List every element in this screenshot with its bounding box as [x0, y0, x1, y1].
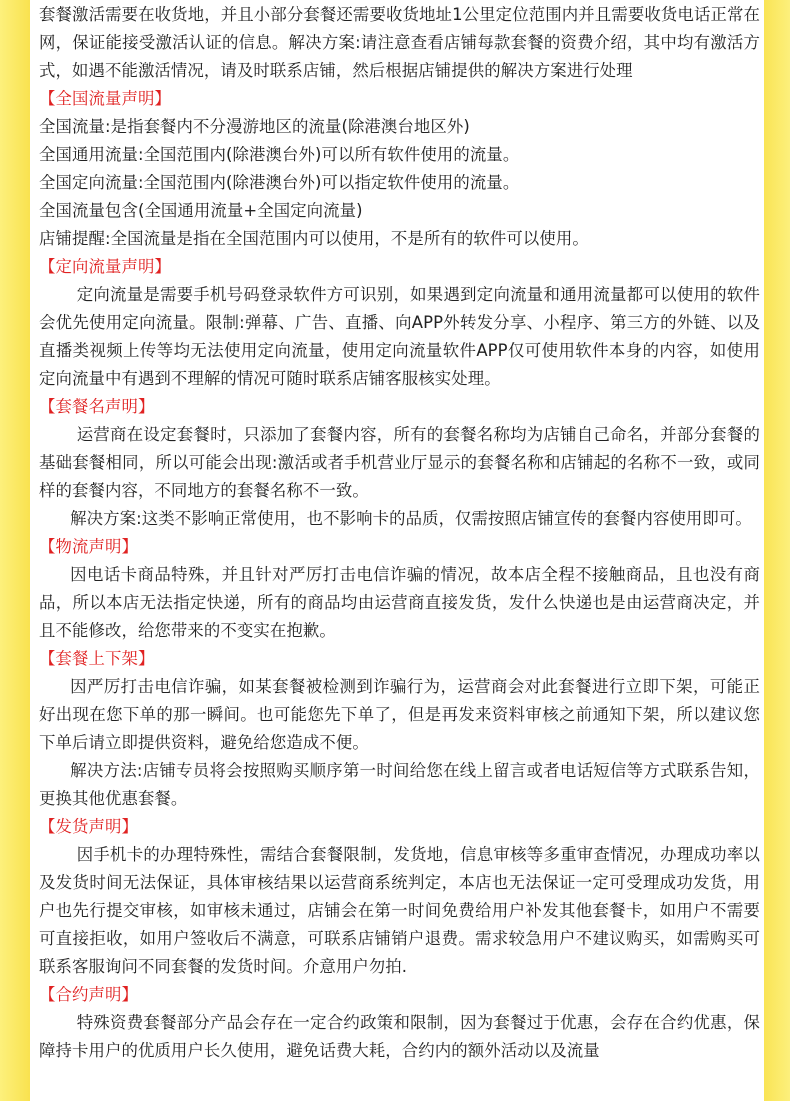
right-frame-stripe	[760, 0, 790, 1101]
activation-paragraph: 套餐激活需要在收货地，并且小部分套餐还需要收货地址1公里定位范围内并且需要收货电话正常在网，保证能接受激活认证的信息。解决方案:请注意查看店铺每款套餐的资费介绍，其中均有激活方式，如遇不能激活情况，请及时联系店铺，然后根据店铺提供的解决方案进行处理	[39, 5, 760, 80]
package-name-solution: 解决方案:这类不影响正常使用，也不影响卡的品质，仅需按照店铺宣传的套餐内容使用即可。	[70, 509, 752, 528]
notice-card	[30, 0, 764, 1101]
contract-heading: 【合约声明】	[39, 985, 138, 1004]
national-traffic-line: 全国通用流量:全国范围内(除港澳台外)可以所有软件使用的流量。	[39, 145, 520, 164]
notice-content	[30, 0, 764, 1065]
directed-traffic-paragraph: 定向流量是需要手机号码登录软件方可识别，如果遇到定向流量和通用流量都可以使用的软件会优先使用定向流量。限制:弹幕、广告、直播、向APP外转发分享、小程序、第三方的外链、以及直播类视频上传等均无法使用定向流量，使用定向流量软件APP仅可使用软件本身的内容，如使用定向流量中有遇到不理解的情况可随时联系店铺客服核实处理。	[39, 285, 760, 388]
national-traffic-line: 店铺提醒:全国流量是指在全国范围内可以使用，不是所有的软件可以使用。	[39, 229, 589, 248]
listing-solution: 解决方法:店铺专员将会按照购买顺序第一时间给您在线上留言或者电话短信等方式联系告知，更换其他优惠套餐。	[39, 761, 760, 808]
shipping-heading: 【发货声明】	[39, 817, 138, 836]
package-name-paragraph: 运营商在设定套餐时，只添加了套餐内容，所有的套餐名称均为店铺自己命名，并部分套餐的基础套餐相同，所以可能会出现:激活或者手机营业厅显示的套餐名称和店铺起的名称不一致，或同样的套餐内容，不同地方的套餐名称不一致。	[39, 425, 760, 500]
listing-paragraph: 因严厉打击电信诈骗，如某套餐被检测到诈骗行为，运营商会对此套餐进行立即下架，可能正好出现在您下单的那一瞬间。也可能您先下单了，但是再发来资料审核之前通知下架，所以建议您下单后请立即提供资料，避免给您造成不便。	[39, 677, 760, 752]
logistics-paragraph: 因电话卡商品特殊，并且针对严厉打击电信诈骗的情况，故本店全程不接触商品，且也没有商品，所以本店无法指定快递，所有的商品均由运营商直接发货，发什么快递也是由运营商决定，并且不能修改，给您带来的不变实在抱歉。	[39, 565, 760, 640]
logistics-heading: 【物流声明】	[39, 537, 138, 556]
package-name-heading: 【套餐名声明】	[39, 397, 155, 416]
national-traffic-heading: 【全国流量声明】	[39, 89, 171, 108]
national-traffic-line: 全国流量包含(全国通用流量+全国定向流量)	[39, 201, 363, 220]
contract-paragraph: 特殊资费套餐部分产品会存在一定合约政策和限制，因为套餐过于优惠，会存在合约优惠，保障持卡用户的优质用户长久使用，避免话费大耗，合约内的额外活动以及流量	[39, 1013, 760, 1060]
listing-heading: 【套餐上下架】	[39, 649, 155, 668]
directed-traffic-heading: 【定向流量声明】	[39, 257, 171, 276]
national-traffic-line: 全国定向流量:全国范围内(除港澳台外)可以指定软件使用的流量。	[39, 173, 520, 192]
shipping-paragraph: 因手机卡的办理特殊性，需结合套餐限制，发货地，信息审核等多重审查情况，办理成功率以及发货时间无法保证，具体审核结果以运营商系统判定，本店也无法保证一定可受理成功发货，用户也先行提交审核，如审核未通过，店铺会在第一时间免费给用户补发其他套餐卡，如用户不需要可直接拒收，如用户签收后不满意，可联系店铺销户退费。需求较急用户不建议购买，如需购买可联系客服询问不同套餐的发货时间。介意用户勿拍.	[39, 845, 760, 976]
national-traffic-line: 全国流量:是指套餐内不分漫游地区的流量(除港澳台地区外)	[39, 117, 470, 136]
left-frame-stripe	[0, 0, 30, 1101]
